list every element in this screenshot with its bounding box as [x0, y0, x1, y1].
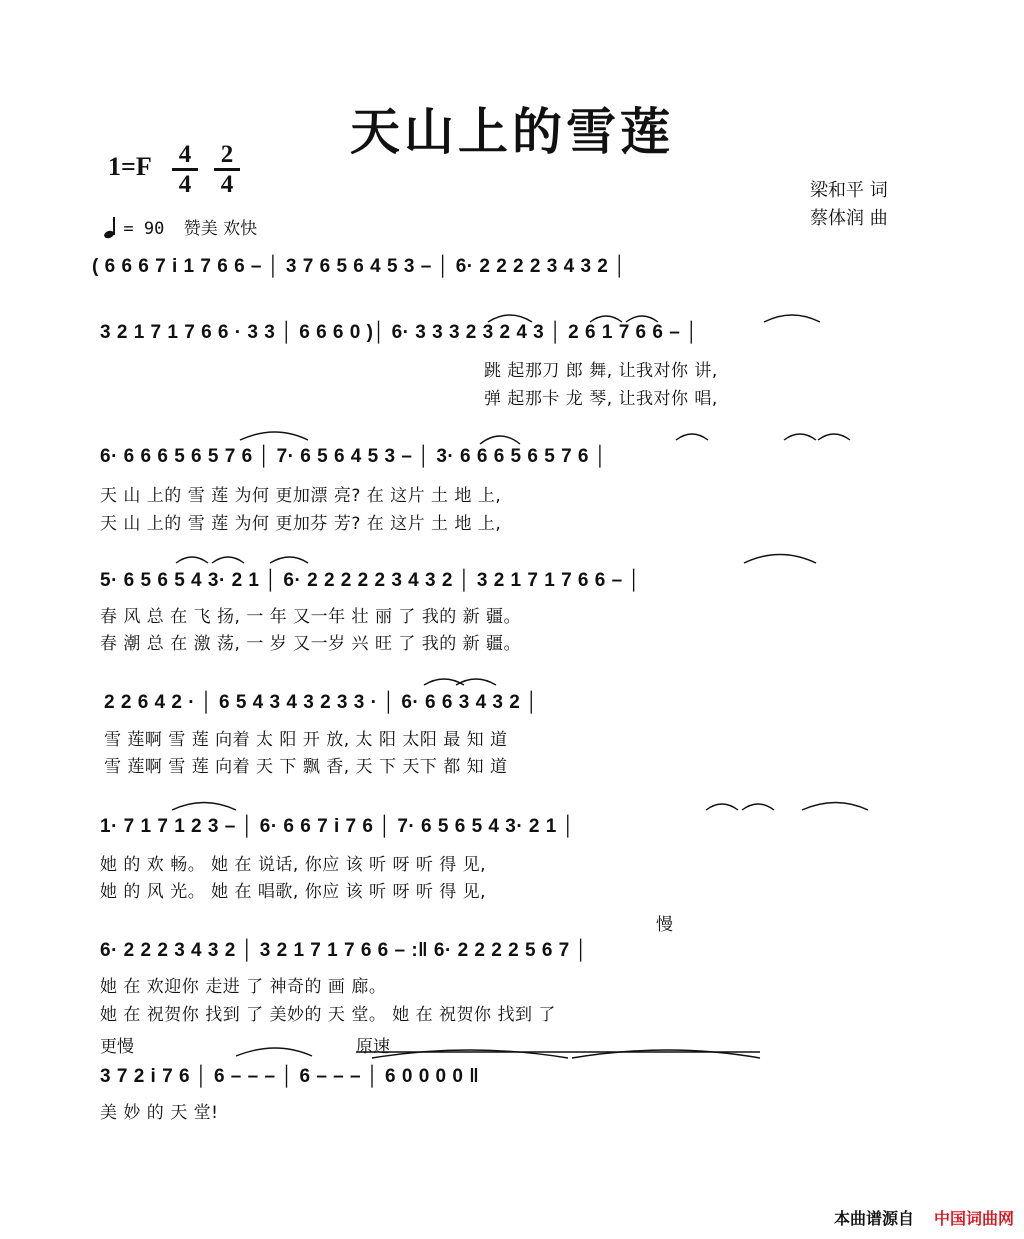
- time-sig-bottom: 4: [178, 171, 192, 198]
- lyric-row-3-verse-2: 天 山 上的 雪 莲 为何 更加芬 芳? 在 这片 土 地 上,: [100, 514, 502, 534]
- slow-marking: 慢: [656, 915, 673, 935]
- slur: [744, 555, 816, 564]
- tempo-expression: 赞美 欢快: [183, 219, 258, 239]
- time-sig-top: 4: [178, 141, 192, 168]
- lyric-row-3-verse-1: 天 山 上的 雪 莲 为何 更加漂 亮? 在 这片 土 地 上,: [100, 486, 502, 506]
- slur: [818, 434, 850, 440]
- slur: [706, 804, 738, 810]
- slur: [172, 803, 236, 811]
- lyric-row-4-verse-2: 春 潮 总 在 激 荡, 一 岁 又一岁 兴 旺 了 我的 新 疆。: [100, 634, 522, 654]
- lyric-row-5-verse-2: 雪 莲啊 雪 莲 向着 天 下 飘 香, 天 下 天下 都 知 道: [104, 757, 508, 777]
- lyricist-credit: 梁和平 词: [810, 180, 888, 201]
- slur: [572, 1050, 760, 1058]
- tempo-value: = 90: [123, 219, 165, 239]
- lyric-row-2-verse-1: 跳 起那刀 郎 舞, 让我对你 讲,: [484, 361, 718, 381]
- notation-row-5: 2 2 6 4 2 · │ 6 5 4 3 4 3 2 3 3 · │ 6· 6 6 3 4 3 2 │: [104, 692, 539, 713]
- slur: [480, 436, 520, 444]
- notation-row-2: 3 2 1 7 1 7 6 6 · 3 3 │ 6 6 6 0 )│ 6· 3 3 3 2 3 2 4 3 │ 2 6 1 7 6 6 – │: [100, 322, 699, 343]
- slur: [176, 557, 208, 563]
- slur: [742, 804, 774, 810]
- notation-row-3: 6· 6 6 6 5 6 5 7 6 │ 7· 6 5 6 4 5 3 – │ 3· 6 6 6 5 6 5 7 6 │: [100, 446, 608, 467]
- lyric-row-6-verse-1: 她 的 欢 畅。 她 在 说话, 你应 该 听 呀 听 得 见,: [100, 855, 487, 875]
- slur: [488, 315, 532, 322]
- time-sig-top: 2: [220, 141, 234, 168]
- slower-marking: 更慢: [100, 1037, 134, 1057]
- original-tempo-marking: 原速: [356, 1037, 390, 1057]
- slur: [236, 1048, 312, 1056]
- lyric-row-6-verse-2: 她 的 风 光。 她 在 唱歌, 你应 该 听 呀 听 得 见,: [100, 882, 487, 902]
- lyric-row-2-verse-2: 弹 起那卡 龙 琴, 让我对你 唱,: [484, 389, 718, 409]
- footer-source-label: 本曲谱源自: [833, 1209, 914, 1228]
- slur: [212, 557, 244, 563]
- page-title: 天山上的雪莲: [350, 103, 674, 161]
- slur: [270, 557, 308, 563]
- slur: [784, 434, 816, 440]
- notation-row-8: 3 7 2 i 7 6 │ 6 – – – │ 6 – – – │ 6 0 0 0 0 ‖: [100, 1066, 480, 1087]
- notation-row-7: 6· 2 2 2 3 4 3 2 │ 3 2 1 7 1 7 6 6 – :‖ 6· 2 2 2 2 5 6 7 │: [100, 940, 588, 961]
- slur: [240, 432, 308, 440]
- notation-row-1: ( 6 6 6 7 i 1 7 6 6 – │ 3 7 6 5 6 4 5 3 – │ 6· 2 2 2 2 3 4 3 2 │: [92, 256, 627, 277]
- slur: [372, 1050, 568, 1058]
- slur: [626, 316, 658, 322]
- lyric-row-7-verse-2: 她 在 祝贺你 找到 了 美妙的 天 堂。 她 在 祝贺你 找到 了: [100, 1005, 556, 1025]
- composer-credit: 蔡体润 曲: [810, 208, 888, 229]
- notation-row-6: 1· 7 1 7 1 2 3 – │ 6· 6 6 7 i 7 6 │ 7· 6 5 6 5 4 3· 2 1 │: [100, 816, 575, 837]
- lyric-row-4-verse-1: 春 风 总 在 飞 扬, 一 年 又一年 壮 丽 了 我的 新 疆。: [100, 607, 522, 627]
- slur: [764, 315, 820, 322]
- time-sig-bottom: 4: [220, 171, 234, 198]
- slur: [802, 803, 868, 811]
- key-signature: 1=F: [108, 152, 152, 181]
- lyric-row-8: 美 妙 的 天 堂!: [100, 1103, 219, 1123]
- lyric-row-5-verse-1: 雪 莲啊 雪 莲 向着 太 阳 开 放, 太 阳 太阳 最 知 道: [104, 730, 508, 750]
- lyric-row-7-verse-1: 她 在 欢迎你 走进 了 神奇的 画 廊。: [100, 977, 387, 997]
- footer-site-link[interactable]: 中国词曲网: [933, 1209, 1014, 1228]
- notation-row-4: 5· 6 5 6 5 4 3· 2 1 │ 6· 2 2 2 2 2 3 4 3 2 │ 3 2 1 7 1 7 6 6 – │: [100, 570, 641, 591]
- slur: [676, 434, 708, 440]
- slur: [590, 316, 622, 322]
